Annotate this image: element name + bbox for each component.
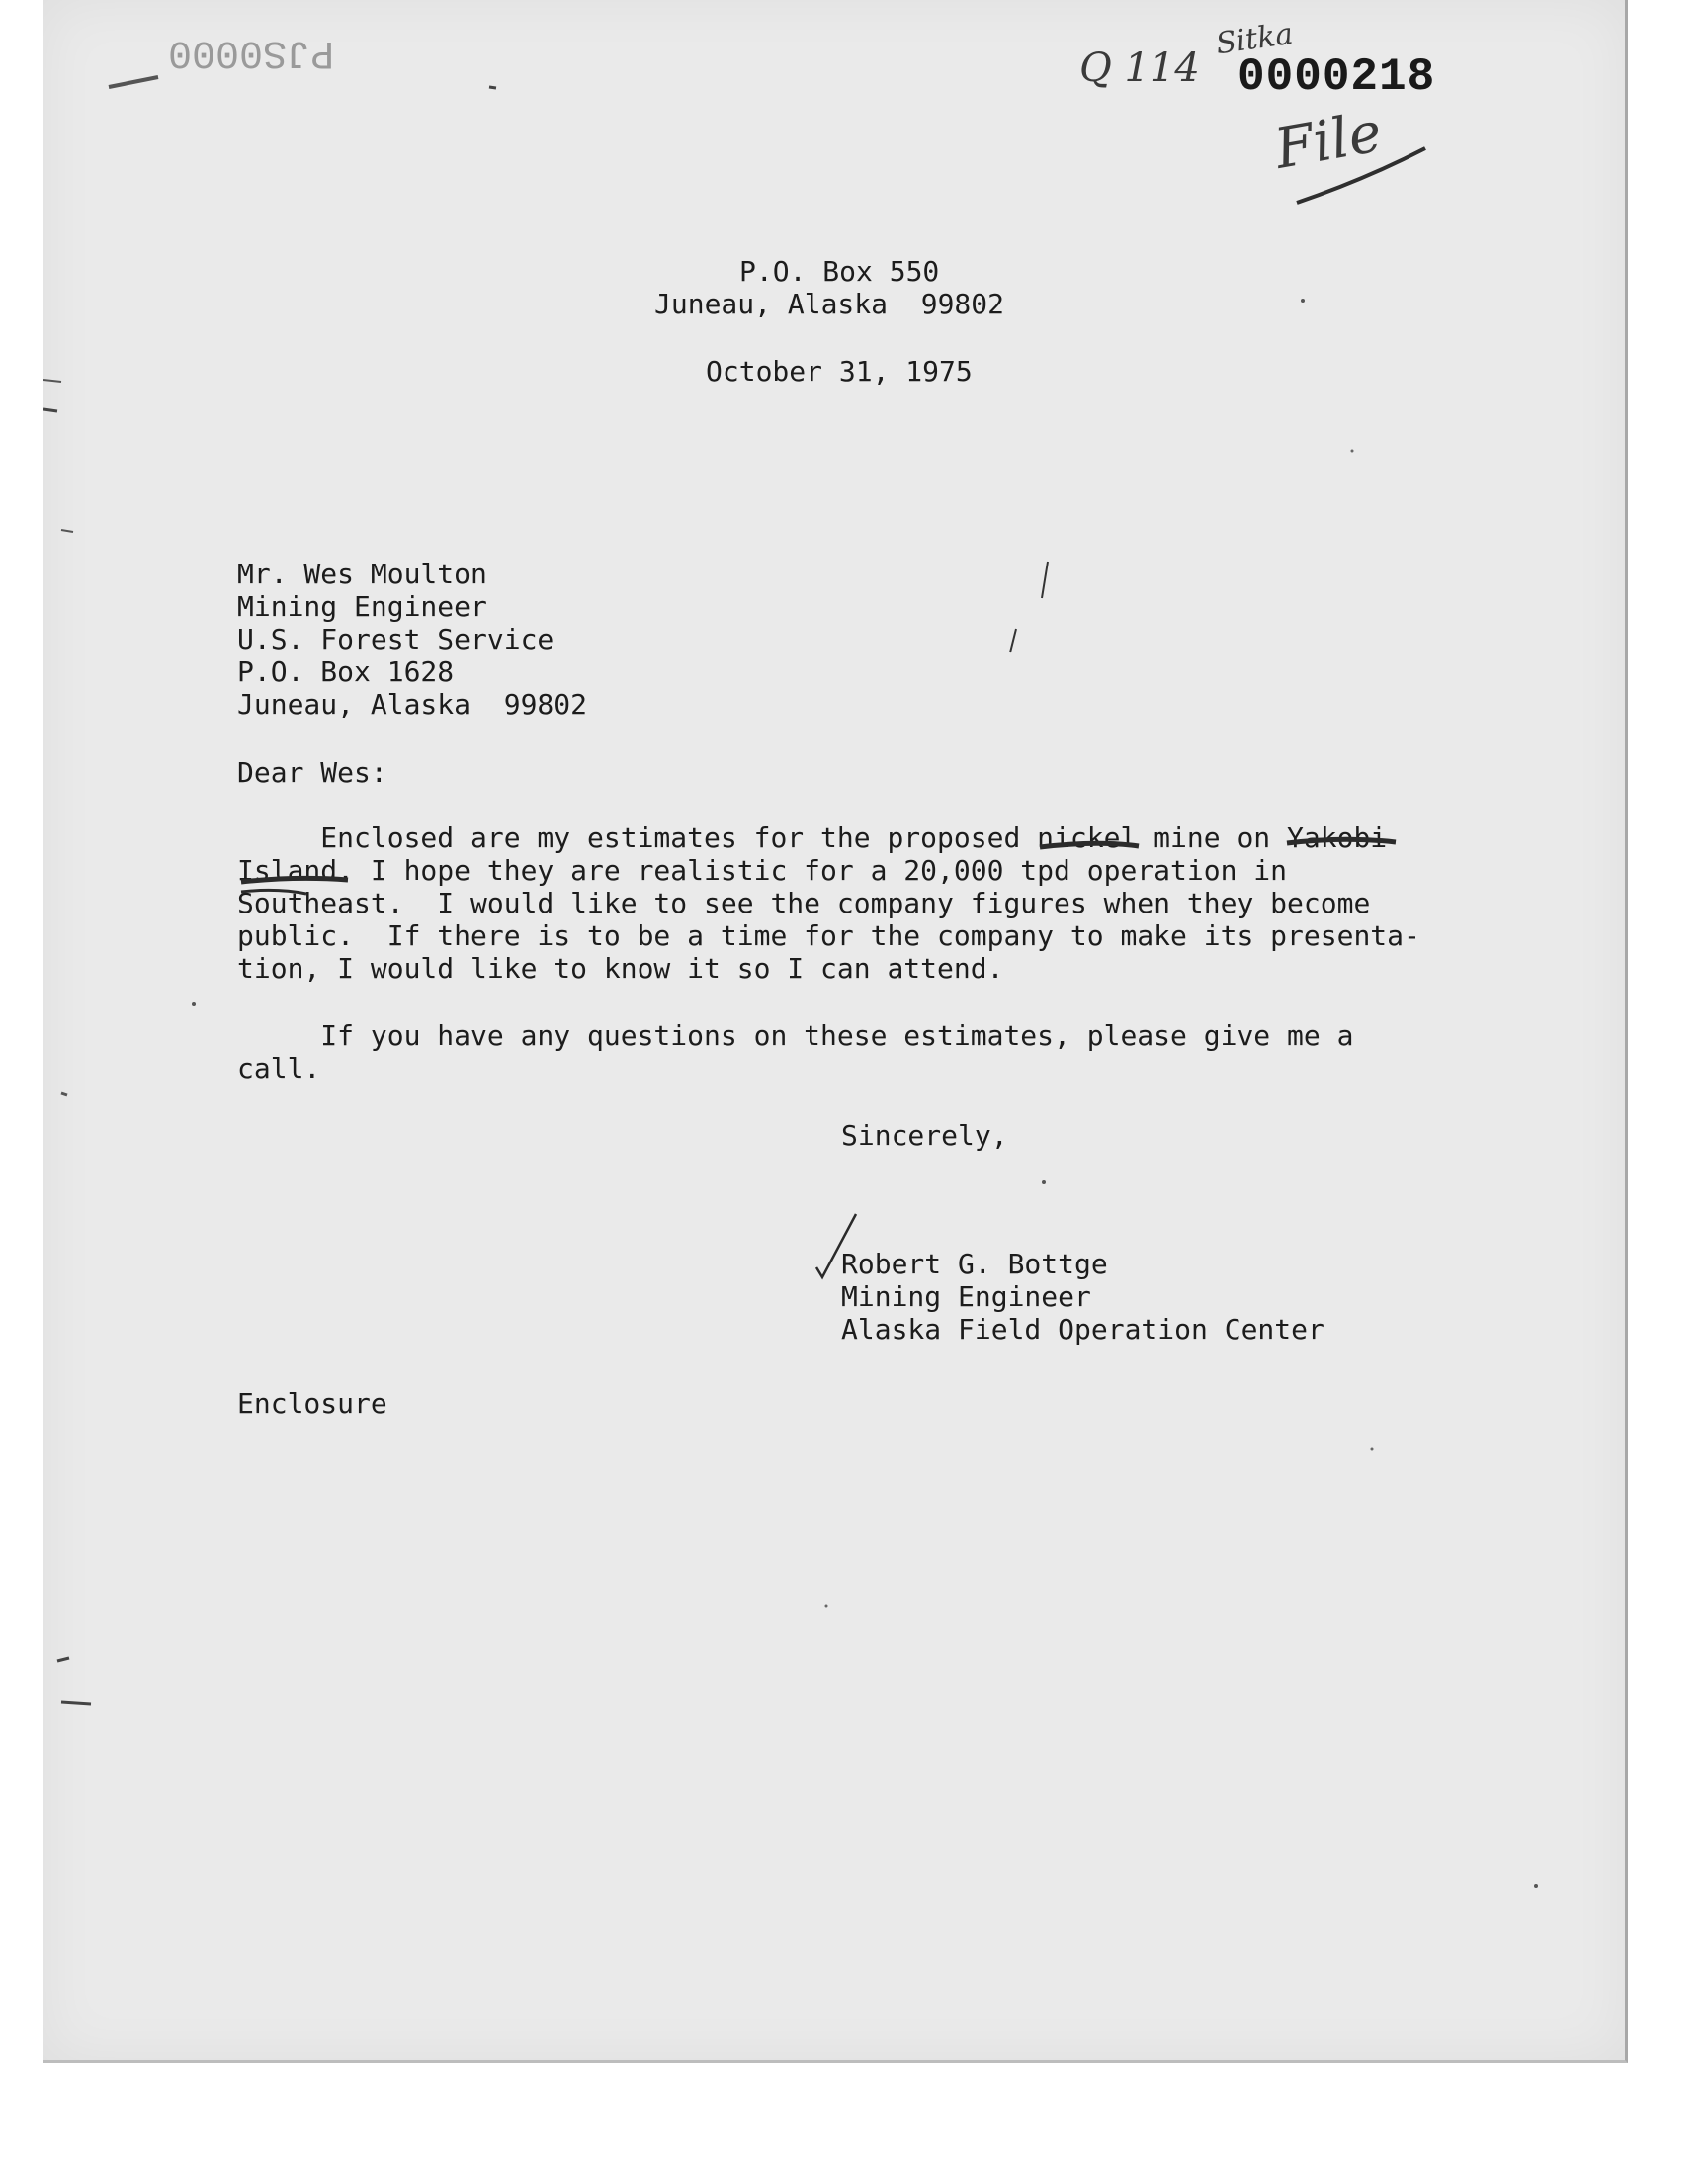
faded-stamp: PJS0000 [168, 30, 335, 74]
page-speck-7 [1534, 1884, 1538, 1888]
page-speck-3 [192, 1002, 196, 1006]
margin-speck-5 [57, 1658, 69, 1661]
signer-name: Robert G. Bottge [841, 1248, 1108, 1280]
handwritten-file-note: File [1270, 100, 1387, 182]
page-speck-2 [1351, 450, 1354, 453]
signature-check-mark [816, 1214, 856, 1277]
recipient-city: Juneau, Alaska 99802 [237, 688, 588, 721]
stamp-dash-mark [109, 77, 158, 87]
signer-title: Mining Engineer [841, 1280, 1091, 1313]
small-dash-mark [489, 87, 496, 88]
island-underline [241, 878, 348, 882]
document-number-stamp: 0000218 [1238, 51, 1436, 103]
recipient-title: Mining Engineer [237, 590, 487, 623]
page-speck-1 [1301, 299, 1305, 303]
nickel-underline [1040, 843, 1139, 847]
margin-speck-6 [61, 1702, 91, 1704]
recipient-name: Mr. Wes Moulton [237, 558, 487, 590]
body-paragraph1-line2: Island. I hope they are realistic for a 20,000 tpd operation in [237, 854, 1288, 887]
letter-date: October 31, 1975 [706, 355, 973, 388]
recipient-organization: U.S. Forest Service [237, 623, 555, 655]
southeast-mark [241, 890, 306, 894]
margin-speck-1 [43, 380, 61, 382]
enclosure-notation: Enclosure [237, 1387, 387, 1420]
margin-speck-3 [61, 530, 73, 532]
file-underline-stroke [1297, 148, 1425, 203]
body-paragraph1-line5: tion, I would like to know it so I can attend. [237, 952, 1004, 985]
closing: Sincerely, [841, 1119, 1008, 1152]
margin-speck-2 [43, 409, 57, 411]
body-paragraph1-line3: Southeast. I would like to see the company figures when they become [237, 887, 1371, 919]
sender-address-line2: Juneau, Alaska 99802 [654, 288, 1005, 320]
page-speck-4 [1042, 1180, 1046, 1184]
body-paragraph2-line2: call. [237, 1052, 321, 1085]
body-paragraph1-line1: Enclosed are my estimates for the proposed nickel mine on Yakobi [237, 822, 1388, 854]
pencil-slash-1 [1042, 562, 1048, 598]
handwritten-sitka-note: Sitka [1213, 16, 1296, 62]
salutation: Dear Wes: [237, 756, 387, 789]
sender-address-line1: P.O. Box 550 [739, 255, 940, 288]
body-paragraph2-line1: If you have any questions on these estimates, please give me a [237, 1019, 1354, 1052]
page-speck-5 [1371, 1448, 1374, 1451]
page-speck-6 [825, 1605, 828, 1608]
yakobi-underline [1287, 839, 1396, 843]
handwritten-q-note: Q 114 [1079, 45, 1200, 91]
body-paragraph1-line4: public. If there is to be a time for the company to make its presenta- [237, 919, 1420, 952]
recipient-po-box: P.O. Box 1628 [237, 655, 455, 688]
margin-speck-4 [61, 1093, 67, 1095]
signer-office: Alaska Field Operation Center [841, 1313, 1324, 1346]
pencil-slash-2 [1010, 629, 1016, 652]
